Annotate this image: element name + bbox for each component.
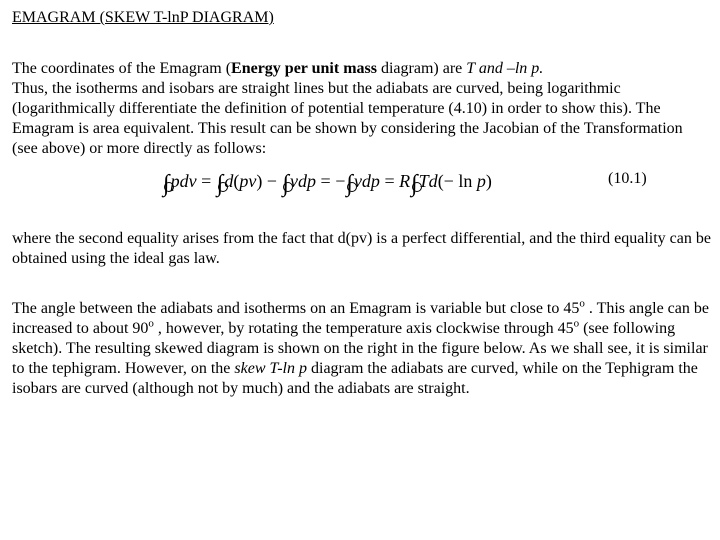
eq-term-12: Td — [418, 171, 438, 191]
p3-text-c: , however, by rotating the temperature axis clockwise through 45 — [153, 320, 574, 337]
closed-integral-icon: ∫ — [163, 171, 170, 197]
closed-integral-icon: ∫ — [216, 171, 224, 197]
eq-term-9: vdp — [353, 171, 380, 191]
eq-op-4: = — [379, 171, 400, 191]
paragraph-equality-explanation: where the second equality arises from the fact that d(pv) is a perfect differential, and the third equality can be obtained using the ideal gas law. — [12, 230, 711, 267]
p3-text-e: diagram the adiabats are curved, while on the Tephigram the isobars are curved (although not by much) and the adiabats are straight. — [12, 360, 698, 397]
eq-op-1: = — [201, 171, 216, 191]
eq-term-14: p — [476, 171, 486, 191]
eq-op-2: ) − — [256, 171, 282, 191]
p1-text-start: The coordinates of the Emagram ( — [12, 60, 232, 77]
eq-term-5: pv — [239, 171, 257, 191]
eq-term-11: R — [399, 171, 411, 191]
eq-paren-open: ( — [233, 171, 240, 191]
eq-op-3: = − — [316, 171, 346, 191]
p1-text-rest: Thus, the isotherms and isobars are straight lines but the adiabats are curved, being logarithmic (logarithmically differentiate the definition of potential temperature (4.10) in order to show this). The Emagram is area equivalent. This result can be shown by considering the Jacobian of the Transformation (see above) or more directly as follows: — [12, 80, 683, 157]
eq-term-13: (− ln — [437, 171, 477, 191]
degree-superscript: o — [573, 317, 580, 330]
closed-integral-icon: ∫ — [346, 171, 353, 197]
p3-text-b: . This angle can be increased to about 90 — [12, 300, 709, 337]
p1-bold-term: Energy per unit mass — [231, 60, 377, 77]
document-page — [12, 8, 712, 399]
document-title: EMAGRAM (SKEW T-lnP DIAGRAM) — [12, 9, 274, 26]
degree-superscript: o — [148, 317, 154, 330]
p3-italic-skew-t: skew T-ln p — [234, 360, 307, 377]
eq-term-1: pdv — [170, 171, 197, 191]
paragraph-angle — [12, 299, 712, 399]
closed-integral-icon: ∫ — [411, 171, 418, 197]
equation-10-1 — [162, 169, 492, 196]
p3-text-d: (see following sketch). The resulting skewed diagram is shown on the right in the figure below. As we shall see, it is similar to the tephigram. However, on the — [12, 320, 708, 377]
eq-paren-close: ) — [485, 171, 492, 191]
paragraph-coordinates — [12, 59, 712, 159]
eq-term-3: d — [224, 171, 234, 191]
p3-text-a: The angle between the adiabats and isotherms on an Emagram is variable but close to 45 — [12, 300, 580, 317]
eq-term-7: vdp — [290, 171, 317, 191]
equation-row — [12, 163, 712, 205]
degree-superscript: o — [579, 297, 585, 310]
equation-number: (10.1) — [608, 170, 647, 187]
closed-integral-icon: ∫ — [282, 171, 290, 197]
p1-italic-coordinates: T and –ln p. — [466, 60, 544, 77]
p1-text-mid: diagram) are — [376, 60, 467, 77]
